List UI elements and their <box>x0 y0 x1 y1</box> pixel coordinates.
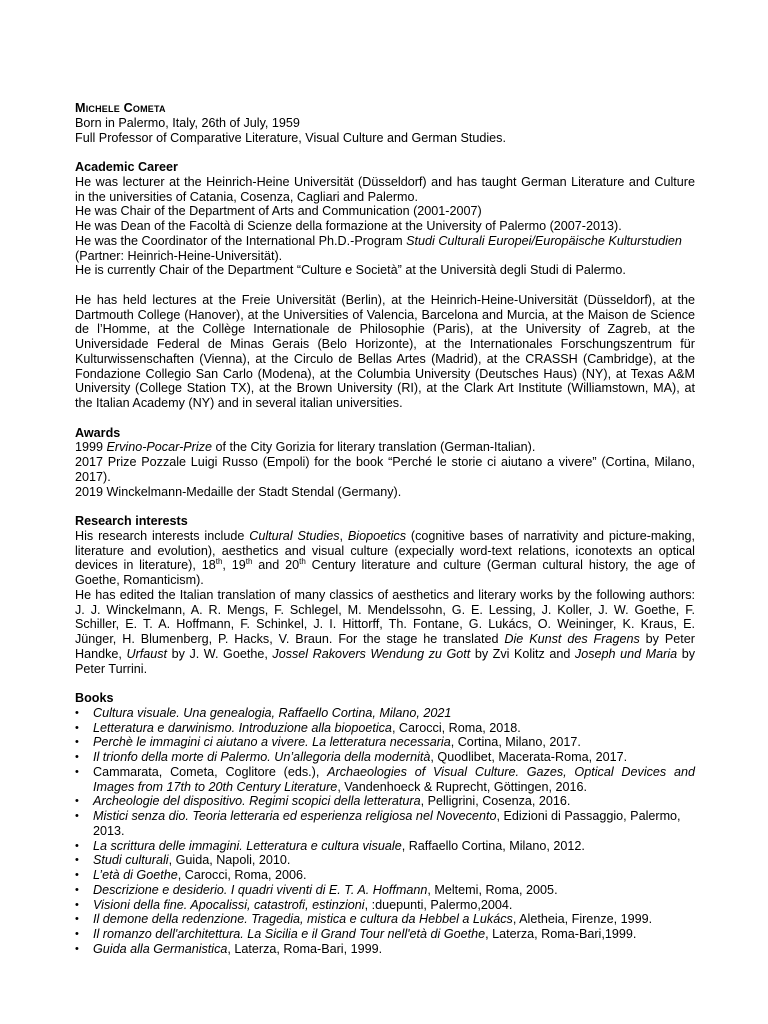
work-title: Jossel Rakovers Wendung zu Gott <box>272 646 471 661</box>
research-text: Handke, <box>75 646 127 661</box>
award-line: 2019 Winckelmann-Medaille der Stadt Stendal (Germany). <box>75 484 402 499</box>
lectures-line: Fondazione Collegio San Carlo (Modena), at the Columbia University (Deutsches Haus) (NY), at Texas A&M <box>75 366 695 381</box>
book-publisher: , :duepunti, Palermo,2004. <box>364 897 513 912</box>
book-item <box>75 839 695 854</box>
research-line: He has edited the Italian translation of many classics of aesthetics and literary works by the following authors: <box>75 587 695 602</box>
career-text: He was the Coordinator of the International Ph.D.-Program <box>75 233 407 248</box>
research-line: J. J. Winckelmann, A. R. Mengs, F. Schlegel, M. Mendelssohn, G. E. Lessing, J. Koller, J. W. Goethe, F. <box>75 602 695 617</box>
award-year: 1999 <box>75 440 107 455</box>
research-text: , <box>339 528 348 543</box>
book-title: Archeologie del dispositivo. Regimi scopici della letteratura <box>93 794 421 809</box>
section-heading-research: Research interests <box>75 514 188 528</box>
book-item <box>75 735 695 750</box>
book-publisher: , Guida, Napoli, 2010. <box>168 853 291 868</box>
book-publisher: , Cortina, Milano, 2017. <box>450 735 581 750</box>
award-line: 2017). <box>75 469 111 484</box>
cv-content <box>75 101 695 957</box>
book-item <box>75 794 695 809</box>
book-line <box>93 780 695 795</box>
book-publisher: , Meltemi, Roma, 2005. <box>427 882 558 897</box>
program-title: Studi Culturali Europei/Europäische Kulturstudien <box>406 233 682 248</box>
book-title: Visioni della fine. Apocalissi, catastrofi, estinzioni <box>93 897 365 912</box>
career-line: He was Chair of the Department of Arts and Communication (2001-2007) <box>75 204 482 219</box>
research-term: Cultural Studies <box>249 528 340 543</box>
award-name: Ervino-Pocar-Prize <box>106 440 212 455</box>
career-line: He is currently Chair of the Department “Culture e Società” at the Università degli Studi di Palermo. <box>75 263 626 278</box>
career-line: He was Dean of the Facoltà di Scienze della formazione at the University of Palermo (2007-2013). <box>75 219 622 233</box>
research-text: (cognitive bases of narrativity and picture-making, <box>406 528 696 543</box>
lectures-line: the Italian Academy (NY) and in several italian universities. <box>75 396 403 410</box>
book-publisher: , Carocci, Roma, 2006. <box>177 868 307 882</box>
book-item <box>75 898 695 913</box>
lectures-line: He has held lectures at the Freie Universität (Berlin), at the Heinrich-Heine-Universität (Düsseldorf), at the <box>75 292 695 307</box>
book-title: Il demone della redenzione. Tragedia, mistica e cultura da Hebbel a Lukács <box>93 912 513 927</box>
research-line <box>75 632 695 647</box>
ordinal-suffix: th <box>299 557 306 567</box>
career-line: in the universities of Catania, Cosenza, Cagliari and Palermo. <box>75 189 419 204</box>
research-line <box>75 558 695 573</box>
book-item <box>75 853 695 868</box>
book-title: Il trionfo della morte di Palermo. Un’allegoria della modernità <box>93 750 431 764</box>
book-line <box>93 809 695 824</box>
lectures-line: Universidade Federal de Minas Gerais (Belo Horizonte), at the Internationales Forschungszentrum für <box>75 337 695 351</box>
award-line <box>75 440 695 455</box>
research-term: Biopoetics <box>347 528 407 543</box>
research-line: Schiller, E. T. A. Hoffmann, F. Schinkel, J. I. Hittorff, Th. Fontane, G. Lukács, O. Weininger, K. Kraus, E. <box>75 617 695 632</box>
book-title: Il romanzo dell'architettura. La Sicilia e il Grand Tour nell'età di Goethe <box>93 927 486 941</box>
lectures-line: Dartmouth College (Hanover), at the Universities of Valencia, Barcelona and Murcia, at the Maison de Science <box>75 307 695 322</box>
book-item <box>75 765 695 795</box>
research-line: Peter Turrini. <box>75 661 148 676</box>
position-info: Full Professor of Comparative Literature, Visual Culture and German Studies. <box>75 130 506 145</box>
spacer <box>75 411 695 426</box>
book-item <box>75 912 695 927</box>
book-title: La scrittura delle immagini. Letteratura e cultura visuale <box>93 838 402 853</box>
spacer <box>75 145 695 160</box>
book-item <box>75 706 695 721</box>
career-line: He was lecturer at the Heinrich-Heine Universität (Düsseldorf) and has taught German Literature and Culture <box>75 174 695 189</box>
birth-info: Born in Palermo, Italy, 26th of July, 1959 <box>75 115 300 130</box>
research-text: His research interests include <box>75 528 250 543</box>
book-title: Letteratura e darwinismo. Introduzione alla biopoetica <box>93 720 392 735</box>
award-text: of the City Gorizia for literary translation (German-Italian). <box>211 440 536 455</box>
section-heading-academic-career: Academic Career <box>75 160 178 174</box>
book-item <box>75 927 695 942</box>
section-heading-books: Books <box>75 691 114 705</box>
book-title: Cultura visuale. Una genealogia, Raffaello Cortina, Milano, 2021 <box>93 705 452 720</box>
book-publisher: , Laterza, Roma-Bari,1999. <box>485 927 637 941</box>
book-title: Descrizione e desiderio. I quadri viventi di E. T. A. Hoffmann <box>93 882 428 897</box>
lectures-line: University (College Station TX), at the Brown University (RI), at the Clark Art Institute (Williamstown, MA), at <box>75 381 695 396</box>
research-line <box>75 647 695 662</box>
award-line: 2017 Prize Pozzale Luigi Russo (Empoli) for the book “Perché le storie ci aiutano a vivere” (Cortina, Milano, <box>75 455 695 469</box>
book-item <box>75 868 695 883</box>
book-publisher: , Carocci, Roma, 2018. <box>391 720 521 735</box>
book-publisher: , Raffaello Cortina, Milano, 2012. <box>401 838 585 853</box>
book-item <box>75 942 695 957</box>
book-title: Studi culturali <box>93 853 169 868</box>
book-publisher: , Quodlibet, Macerata-Roma, 2017. <box>430 750 628 764</box>
research-line: literature and evolution), aesthetics and visual culture (expecially word-text relations, iconotexts an optical <box>75 543 695 558</box>
book-publisher: , Aletheia, Firenze, 1999. <box>512 912 653 927</box>
section-heading-awards: Awards <box>75 425 121 440</box>
spacer <box>75 499 695 514</box>
ordinal-suffix: th <box>245 557 253 567</box>
career-line <box>75 234 695 249</box>
book-publisher: , Pelligrini, Cosenza, 2016. <box>420 794 571 809</box>
career-line: (Partner: Heinrich-Heine-Universität). <box>75 248 283 263</box>
spacer <box>75 676 695 691</box>
book-item <box>75 750 695 765</box>
research-text: Century literature and culture (German cultural history, the age of <box>305 558 695 573</box>
author-name: Michele Cometa <box>75 101 166 115</box>
research-line: Goethe, Romanticism). <box>75 573 204 587</box>
book-title: Guida alla Germanistica <box>93 941 228 956</box>
book-item <box>75 721 695 736</box>
research-text: by Peter <box>639 632 695 646</box>
research-line <box>75 529 695 544</box>
research-text: by <box>677 646 695 661</box>
lectures-line: de l’Homme, at the Collège Internationale de Philosophie (Paris), at the University of Zagreb, at the <box>75 322 695 337</box>
book-publisher: , Vandenhoeck & Ruprecht, Göttingen, 2016. <box>337 779 588 794</box>
book-editors: Cammarata, Cometa, Coglitore (eds.), <box>93 764 328 779</box>
work-title: Die Kunst des Fragens <box>504 632 640 646</box>
ordinal-suffix: th <box>215 557 223 567</box>
research-text: , 19 <box>222 558 246 573</box>
book-publisher: , Edizioni di Passaggio, Palermo, <box>496 809 681 823</box>
books-list <box>75 706 695 957</box>
work-title: Urfaust <box>126 646 168 661</box>
work-title: Joseph und Maria <box>574 646 678 661</box>
book-item <box>75 883 695 898</box>
book-title: L’età di Goethe <box>93 868 178 882</box>
book-title: Perchè le immagini ci aiutano a vivere. La letteratura necessaria <box>93 735 451 750</box>
book-title: Mistici senza dio. Teoria letteraria ed esperienza religiosa nel Novecento <box>93 809 497 823</box>
spacer <box>75 278 695 293</box>
research-text: and 20 <box>252 558 300 573</box>
book-item <box>75 809 695 839</box>
research-text: by Zvi Kolitz and <box>470 646 575 661</box>
book-publisher: , Laterza, Roma-Bari, 1999. <box>227 941 383 956</box>
lectures-line: Kulturwissenschaften (Vienna), at the Circulo de Bellas Artes (Madrid), at the CRASSH (Cambridge), at the <box>75 351 695 366</box>
research-text: Jünger, H. Blumenberg, P. Hacks, V. Braun. For the stage he translated <box>75 632 505 646</box>
book-line: 2013. <box>93 823 125 838</box>
research-text: devices in literature), 18 <box>75 558 216 573</box>
book-line <box>93 765 695 780</box>
book-title: Images from 17th to 20th Century Literature <box>93 779 338 794</box>
book-title: Archaeologies of Visual Culture. Gazes, Optical Devices and <box>327 764 696 779</box>
research-text: by J. W. Goethe, <box>167 646 273 661</box>
